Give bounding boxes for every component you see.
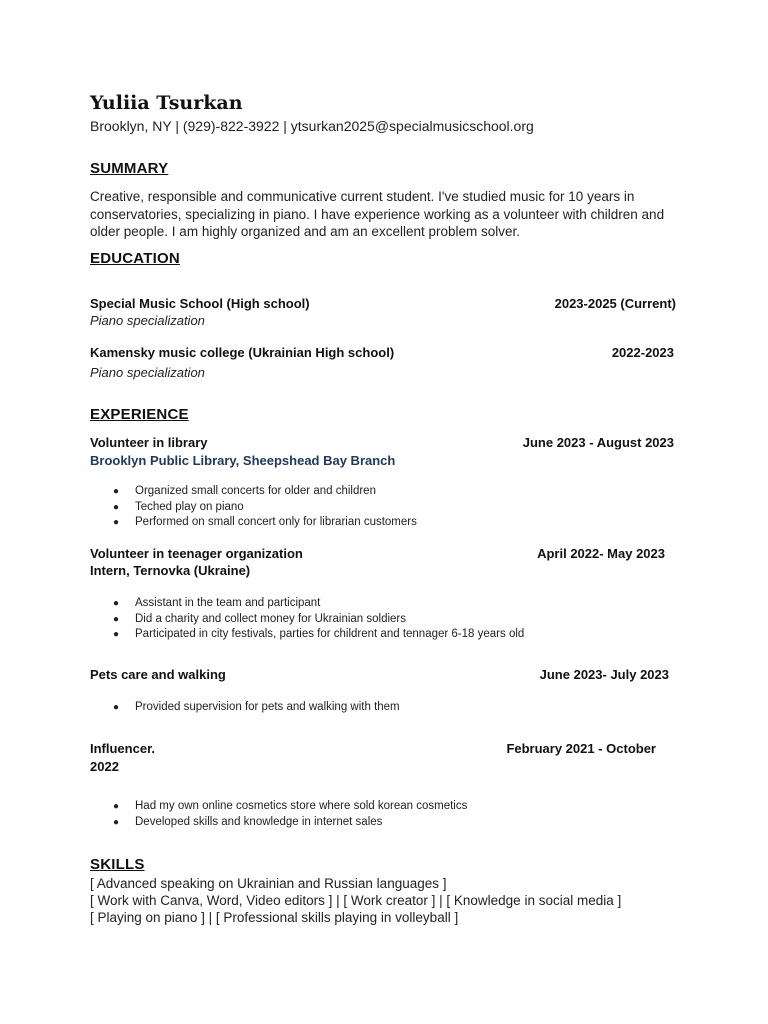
education-dates-1: 2023-2025 (Current) [554,296,676,311]
bullet-icon: ● [113,702,120,713]
list-item: ● Organized small concerts for older and children [0,484,417,500]
job-dates-1: June 2023 - August 2023 [522,435,674,450]
education-detail-2: Piano specialization [90,365,205,380]
list-item: ● Assistant in the team and participant [0,596,524,612]
bullet-icon: ● [113,501,120,513]
list-item: ● Developed skills and knowledge in internet sales [0,815,467,831]
education-dates-2: 2022-2023 [611,345,674,360]
summary-heading: SUMMARY [90,160,169,177]
job-bullets-3 [0,700,400,716]
education-heading: EDUCATION [90,250,180,267]
list-item: ● Performed on small concert only for librarian customers [0,515,417,531]
skills-line-2: [ Work with Canva, Word, Video editors ] | [ Work creator ] | [ Knowledge in social media ] [90,893,622,908]
job-org-2: Intern, Ternovka (Ukraine) [90,563,251,578]
skills-heading: SKILLS [90,856,145,873]
list-item: ● Teched play on piano [0,500,417,516]
list-item: ● Participated in city festivals, parties for childrent and tennager 6-18 years old [0,627,524,643]
job-org-1: Brooklyn Public Library, Sheepshead Bay Branch [90,453,396,468]
bullet-icon: ● [113,613,120,625]
bullet-icon: ● [113,801,120,812]
job-title-2: Volunteer in teenager organization [90,546,303,561]
bullet-icon: ● [113,517,120,528]
list-item: ● Had my own online cosmetics store where sold korean cosmetics [0,799,467,815]
list-item: ● Did a charity and collect money for Ukrainian soldiers [0,612,524,628]
job-bullets-1 [0,484,417,531]
skills-line-3: [ Playing on piano ] | [ Professional skills playing in volleyball ] [90,910,459,925]
bullet-icon: ● [113,816,120,828]
job-dates-2: April 2022- May 2023 [537,546,665,561]
bullet-icon: ● [113,629,120,640]
job-bullets-4 [0,799,467,830]
contact-line: Brooklyn, NY | (929)-822-3922 | ytsurkan2025@specialmusicschool.org [90,118,534,134]
job-title-4: Influencer. [90,741,156,756]
education-detail-1: Piano specialization [90,313,205,328]
summary-text: Creative, responsible and communicative current student. I've studied music for 10 years in conservatories, specializing in piano. I have experience working as a volunteer with children and older people. I am highly organized and am an excellent problem solver. [90,189,665,239]
education-school-2: Kamensky music college (Ukrainian High school) [90,345,395,360]
job-dates-3: June 2023- July 2023 [539,667,669,682]
candidate-name: Yuliia Tsurkan [90,92,243,114]
job-title-1: Volunteer in library [90,435,208,450]
experience-heading: EXPERIENCE [90,406,189,423]
bullet-icon: ● [113,598,120,609]
job-bullets-2 [0,596,524,643]
job-dates-4: February 2021 - October [506,741,656,756]
bullet-icon: ● [113,486,120,497]
education-school-1: Special Music School (High school) [90,296,310,311]
job-title-3: Pets care and walking [90,667,226,682]
list-item: ● Provided supervision for pets and walking with them [0,700,400,716]
job-dates-4-continued: 2022 [90,759,119,774]
skills-line-1: [ Advanced speaking on Ukrainian and Russian languages ] [90,876,447,891]
